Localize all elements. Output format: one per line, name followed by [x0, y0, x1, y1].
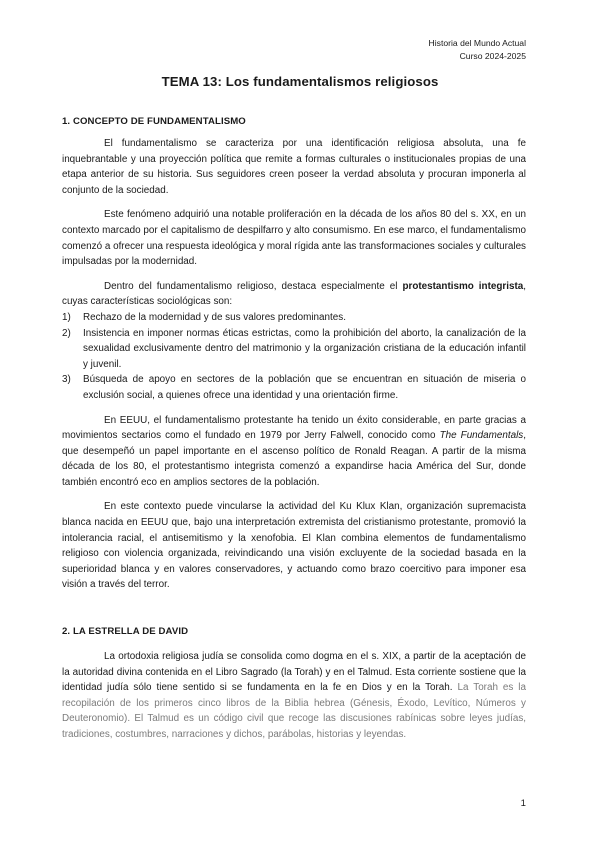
paragraph-text: , cuyas características sociológicas son: [62, 280, 526, 308]
list-item [62, 326, 526, 373]
list-item [62, 372, 526, 403]
list-item-text: Rechazo de la modernidad y de sus valores predominantes. [83, 311, 346, 323]
bold-term: protestantismo integrista [402, 280, 524, 292]
muted-note: La Torah es la recopilación de los primeros cinco libros de la Biblia hebrea (Génesis, Éxodo, Levítico, Números y Deuteronomio). El Talmud es un código civil que recoge las discusiones rabínicas sobre leyes judías, tradiciones, costumbres, narraciones y dichos, parábolas, historias y leyendas. [62, 682, 526, 740]
section-2-heading: 2. LA ESTRELLA DE DAVID [62, 626, 189, 638]
list-item-number: 2) [62, 327, 71, 339]
list-item-number: 1) [62, 311, 71, 323]
header-course: Historia del Mundo Actual [428, 38, 526, 48]
section-1-paragraph-5: En este contexto puede vincularse la actividad del Ku Klux Klan, organización supremacista blanca nacida en EEUU que, bajo una interpretación extremista del cristianismo protestante, promovió la intolerancia racial, el antisemitismo y la xenofobia. El Klan combina elementos de fundamentalismo religioso con violencia organizada, reivindicando una visión excluyente de la sociedad basada en la superioridad blanca y en valores conservadores, y actuando como brazo coercitivo para imponer esa visión a través del terror. [62, 501, 526, 591]
section-1-paragraph-4 [62, 413, 526, 491]
paragraph-text: , que desempeñó un papel importante en el ascenso político de Ronald Reagan. A partir de la misma década de los 80, el protestantismo integrista comenzó a expandirse hacia América del Sur, donde también encontró eco en amplios sectores de la población. [62, 430, 526, 488]
section-2-paragraph-1 [62, 649, 526, 743]
list-item [62, 310, 526, 326]
characteristics-list [62, 310, 526, 404]
page-header [429, 37, 526, 62]
header-year: Curso 2024-2025 [459, 50, 526, 61]
document-title: TEMA 13: Los fundamentalismos religiosos [161, 74, 439, 89]
italic-title: The Fundamentals [439, 430, 524, 442]
document-body [62, 112, 526, 743]
paragraph-text: Dentro del fundamentalismo religioso, destaca especialmente el [104, 280, 403, 292]
list-item-text: Búsqueda de apoyo en sectores de la población que se encuentran en situación de miseria o exclusión social, a quienes ofrece una identidad y una orientación firme. [83, 374, 526, 401]
list-item-text: Insistencia en imponer normas éticas estrictas, como la prohibición del aborto, la canalización de la sexualidad exclusivamente dentro del matrimonio y la organización cristiana de la educación infantil y juvenil. [83, 327, 526, 370]
paragraph-text: La ortodoxia religiosa judía se consolida como dogma en el s. XIX, a partir de la aceptación de la autoridad divina contenida en el Libro Sagrado (la Torah) y en el Talmud. Esta corriente sostiene que la identidad judía sólo tiene sentido si se fundamenta en la fe en Dios y en la Torah. [62, 651, 526, 694]
page-number: 1 [520, 798, 526, 809]
section-1-heading: 1. CONCEPTO DE FUNDAMENTALISMO [62, 116, 246, 127]
section-1-paragraph-2: Este fenómeno adquirió una notable proliferación en la década de los años 80 del s. XX, en un contexto marcado por el capitalismo de despilfarro y alto consumismo. En ese marco, el fundamentalismo comenzó a ofrecer una respuesta ideológica y moral rígida ante las transformaciones sociales y culturales impulsadas por la modernidad. [62, 209, 526, 268]
section-1-paragraph-3 [62, 279, 526, 310]
paragraph-text: En EEUU, el fundamentalismo protestante ha tenido un éxito considerable, en parte gracias a movimientos sectarios como el fundado en 1979 por Jerry Falwell, conocido como [62, 414, 526, 442]
section-1-paragraph-1: El fundamentalismo se caracteriza por una identificación religiosa absoluta, una fe inquebrantable y una proyección política que remite a formas culturales o institucionales propias de una etapa anterior de su historia. Sus seguidores creen poseer la verdad absoluta y procuran imponerla al conjunto de la sociedad. [62, 138, 526, 196]
list-item-number: 3) [62, 374, 71, 386]
